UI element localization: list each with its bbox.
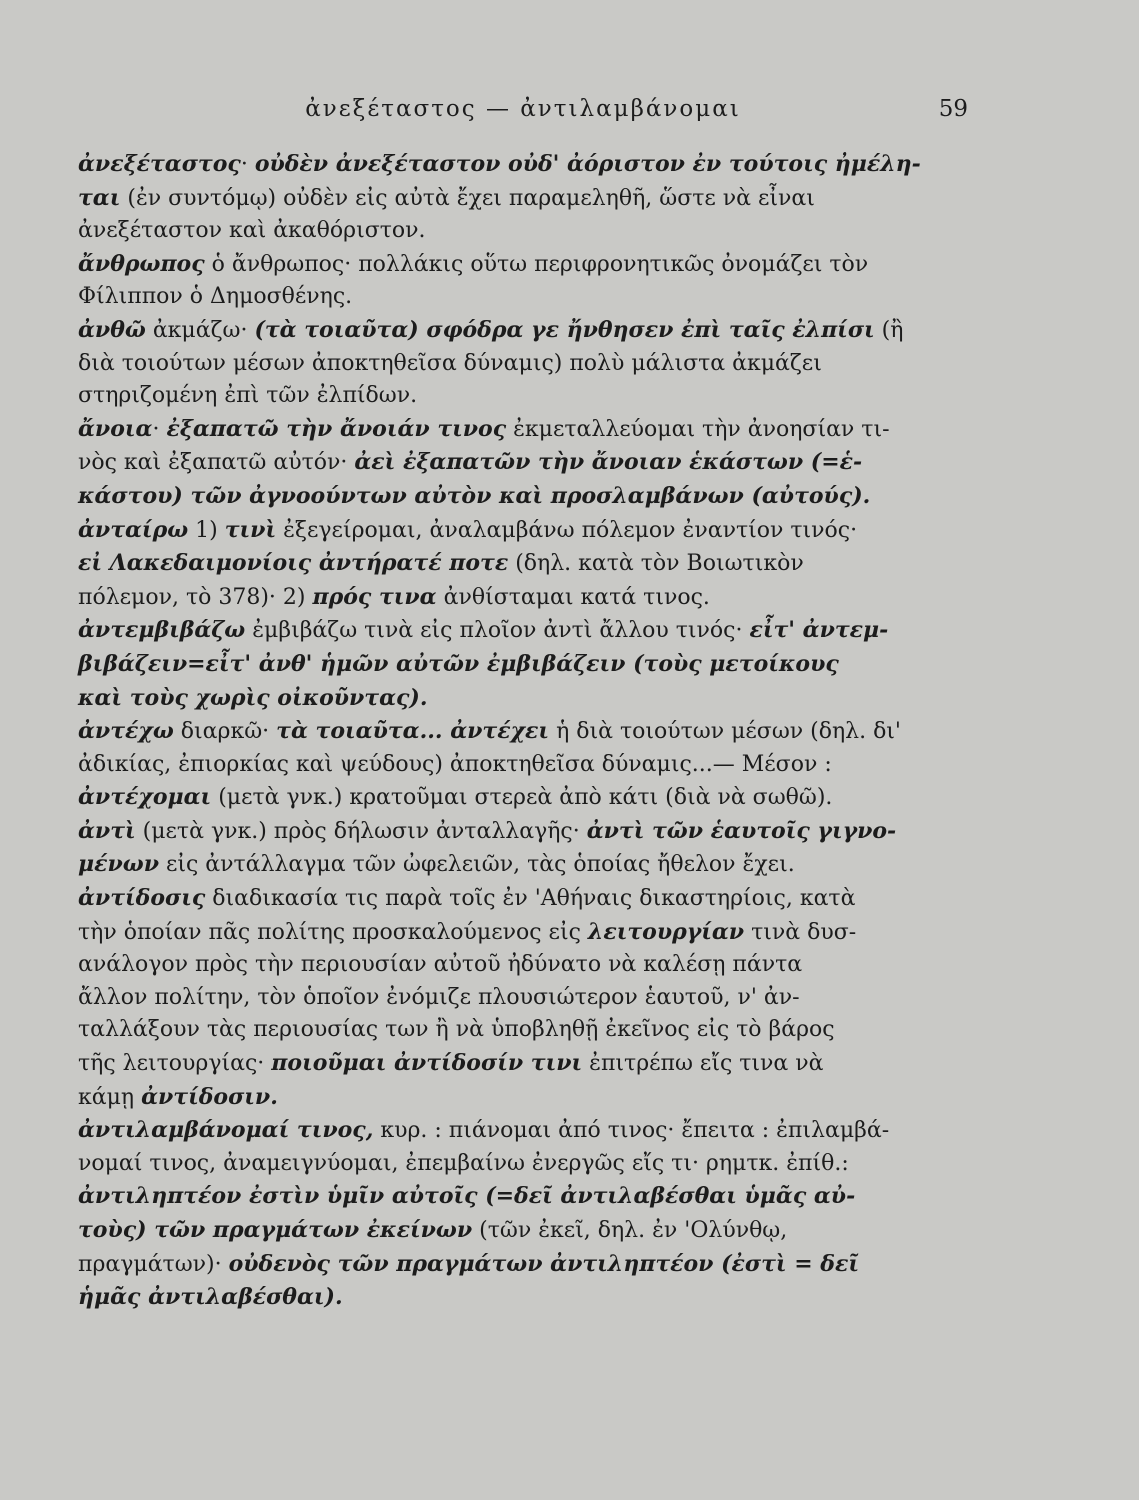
entry-line [78, 148, 968, 182]
entry-line [78, 1214, 968, 1248]
quotation: ἀντέχομαι [78, 784, 212, 811]
definition-text: κυρ. : πιάνομαι ἀπό τινος· ἔπειτα : ἐπιλαμβά- [373, 1118, 890, 1144]
definition-text: · [240, 152, 255, 177]
definition-text: (ἐν συντόμῳ) οὐδὲν εἰς αὐτὰ ἔχει παραμεληθῆ, ὥστε νὰ εἶναι [120, 185, 815, 211]
entry-line [78, 380, 968, 413]
definition-text: ἡ διὰ τοιούτων μέσων (δηλ. δι' [549, 719, 901, 745]
entry-line [78, 514, 968, 548]
entry-line [78, 281, 968, 314]
headword: ἄνθρωπος [78, 250, 205, 277]
definition-text: (ἢ [874, 317, 904, 343]
definition-text: τῆς λειτουργίας· [78, 1051, 272, 1077]
definition-text: (τῶν ἐκεῖ, δηλ. ἐν 'Ολύνθῳ, [472, 1218, 788, 1243]
running-header [78, 96, 968, 136]
dictionary-entry [78, 514, 968, 615]
quotation: πρός τινα [312, 583, 437, 610]
quotation: εἶτ' ἀντεμ- [749, 617, 889, 644]
headword: ἀντεμβιβάζω [78, 617, 246, 644]
definition-text: νομαί τινος, ἀναμειγνύομαι, ἐπεμβαίνω ἐνεργῶς εἴς τι· ρημτκ. ἐπίθ.: [78, 1150, 849, 1176]
definition-text: ἐμβιβάζω τινὰ εἰς πλοῖον ἀντὶ ἄλλου τινός· [245, 618, 750, 644]
definition-text: Φίλιππον ὁ Δημοσθένης. [78, 284, 353, 310]
definition-text: ανάλογον πρὸς τὴν περιουσίαν αὐτοῦ ἠδύνατο νὰ καλέσῃ πάντα [78, 952, 803, 978]
quotation: οὐδὲν ἀνεξέταστον οὐδ' ἀόριστον ἐν τούτοις ἠμέλη- [254, 151, 921, 177]
quotation: κάστου) τῶν ἀγνοούντων αὐτὸν καὶ προσλαμβάνων (αὐτούς). [78, 482, 871, 509]
entry-line [78, 749, 968, 782]
definition-text: πόλεμον, τὸ 378)· 2) [78, 584, 313, 610]
entry-line [78, 715, 968, 749]
entry-line [78, 1014, 968, 1047]
quotation: ἀντιληπτέον ἐστὶν ὑμῖν αὐτοῖς (=δεῖ ἀντιλαβέσθαι ὑμᾶς αὐ- [78, 1183, 856, 1210]
dictionary-entry [78, 815, 968, 882]
headword: ἀνταίρω [78, 516, 189, 543]
quotation: (τὰ τοιαῦτα) σφόδρα γε ἤνθησεν ἐπὶ ταῖς ἐλπίσι [254, 316, 875, 343]
definition-text: πραγμάτων)· [78, 1251, 229, 1277]
quotation: οὐδενὸς τῶν πραγμάτων ἀντιληπτέον (ἐστὶ = δεῖ [228, 1250, 859, 1277]
definition-text: 1) [188, 517, 225, 543]
definition-text: τὴν ὁποίαν πᾶς πολίτης προσκαλούμενος εἰς [78, 919, 588, 945]
entry-line [78, 781, 968, 815]
entry-line [78, 1281, 968, 1315]
definition-text: ἐκμεταλλεύομαι τὴν ἀνοησίαν τι- [506, 416, 890, 442]
entry-line [78, 982, 968, 1015]
entry-line [78, 182, 968, 216]
dictionary-entry [78, 715, 968, 815]
definition-text: τινὰ δυσ- [744, 919, 857, 945]
quotation: ποιοῦμαι ἀντίδοσίν τινι [271, 1050, 583, 1077]
entry-line [78, 1047, 968, 1081]
definition-text: διαρκῶ· [173, 719, 277, 745]
headword: ἀντὶ [78, 817, 136, 844]
entry-line [78, 446, 968, 480]
headword: ἀντέχω [78, 718, 174, 745]
entry-line [78, 547, 968, 581]
quotation: ἀεὶ ἐξαπατῶν τὴν ἄνοιαν ἑκάστων (=ἑ- [354, 449, 863, 476]
headword: ἀντίδοσις [78, 885, 206, 912]
entry-line [78, 1114, 968, 1148]
definition-text: διαδικασία τις παρὰ τοῖς ἐν 'Αθήναις δικαστηρίοις, κατὰ [205, 886, 856, 912]
page-number: 59 [938, 96, 968, 122]
quotation: καὶ τοὺς χωρὶς οἰκοῦντας). [78, 684, 428, 711]
entry-line [78, 848, 968, 882]
header-title: ἀνεξέταστος — ἀντιλαμβάνομαι [305, 96, 741, 122]
headword: ἀνεξέταστος [78, 151, 241, 177]
headword: ἄνοια [78, 415, 153, 442]
quotation: τινὶ [224, 516, 277, 543]
entry-line [78, 314, 968, 348]
headword: ἀντιλαμβάνομαί τινος, [78, 1117, 374, 1144]
definition-text: κάμῃ [78, 1084, 142, 1110]
quotation: ται [78, 184, 121, 211]
quotation: λειτουργίαν [587, 918, 745, 945]
definition-text: εἰς ἀντάλλαγμα τῶν ὠφελειῶν, τὰς ὁποίας ἤθελον ἔχει. [158, 852, 795, 878]
headword: ἀνθῶ [78, 316, 146, 343]
dictionary-entry [78, 413, 968, 514]
definition-text: νὸς καὶ ἐξαπατῶ αὐτόν· [78, 450, 355, 476]
entry-line [78, 815, 968, 849]
entry-line [78, 1248, 968, 1282]
entry-line [78, 1081, 968, 1115]
entry-line [78, 1148, 968, 1181]
definition-text: στηριζομένη ἐπὶ τῶν ἐλπίδων. [78, 383, 418, 409]
entry-line [78, 882, 968, 916]
quotation: τὰ τοιαῦτα... ἀντέχει [276, 718, 550, 745]
entry-line [78, 348, 968, 381]
definition-text: (δηλ. κατὰ τὸν Βοιωτικὸν [508, 551, 804, 577]
definition-text: ἐπιτρέπω εἴς τινα νὰ [582, 1051, 824, 1077]
definition-text: ἀδικίας, ἐπιορκίας καὶ ψεύδους) ἀποκτηθεῖσα δύναμις...— Μέσον : [78, 751, 832, 777]
dictionary-entry [78, 1114, 968, 1315]
definition-text: (μετὰ γνκ.) πρὸς δήλωσιν ἀνταλλαγῆς· [135, 818, 587, 844]
definition-text: · [152, 416, 167, 442]
entry-list [78, 148, 968, 1315]
dictionary-entry [78, 882, 968, 1114]
quotation: τοὺς) τῶν πραγμάτων ἐκείνων [78, 1217, 473, 1243]
dictionary-entry [78, 314, 968, 413]
entry-line [78, 614, 968, 648]
definition-text: ἐξεγείρομαι, ἀναλαμβάνω πόλεμον ἐναντίον τινός· [276, 517, 858, 543]
entry-line [78, 949, 968, 982]
definition-text: ἀνθίσταμαι κατά τινος. [436, 584, 710, 610]
entry-line [78, 1180, 968, 1214]
definition-text: ταλλάξουν τὰς περιουσίας των ἢ νὰ ὑποβληθῇ ἐκεῖνος εἰς τὸ βάρος [78, 1017, 835, 1043]
definition-text: (μετὰ γνκ.) κρατοῦμαι στερεὰ ἀπὸ κάτι (διὰ νὰ σωθῶ). [211, 785, 833, 811]
quotation: ἐξαπατῶ τὴν ἄνοιάν τινος [166, 415, 507, 442]
definition-text: ὁ ἄνθρωπος· πολλάκις οὕτω περιφρονητικῶς ὀνομάζει τὸν [204, 251, 869, 277]
definition-text: ἀκμάζω· [145, 317, 255, 343]
quotation: ἡμᾶς ἀντιλαβέσθαι). [78, 1284, 343, 1311]
quotation: εἰ Λακεδαιμονίοις ἀντήρατέ ποτε [78, 550, 509, 577]
dictionary-entry [78, 148, 968, 248]
dictionary-entry [78, 248, 968, 314]
entry-line [78, 916, 968, 950]
entry-line [78, 682, 968, 716]
definition-text: ἀνεξέταστον καὶ ἀκαθόριστον. [78, 218, 426, 244]
entry-line [78, 648, 968, 682]
definition-text: ἄλλον πολίτην, τὸν ὁποῖον ἐνόμιζε πλουσιώτερον ἑαυτοῦ, ν' ἀν- [78, 984, 800, 1010]
entry-line [78, 248, 968, 282]
quotation: ἀντίδοσιν. [141, 1083, 278, 1110]
definition-text: διὰ τοιούτων μέσων ἀποκτηθεῖσα δύναμις) πολὺ μάλιστα ἀκμάζει [78, 350, 822, 376]
entry-line [78, 413, 968, 447]
entry-line [78, 215, 968, 248]
quotation: βιβάζειν=εἶτ' ἀνθ' ἡμῶν αὐτῶν ἐμβιβάζειν (τοὺς μετοίκους [78, 650, 839, 677]
entry-line [78, 480, 968, 514]
quotation: ἀντὶ τῶν ἑαυτοῖς γιγνο- [586, 817, 897, 844]
entry-line [78, 581, 968, 615]
quotation: μένων [78, 851, 159, 878]
dictionary-entry [78, 614, 968, 715]
